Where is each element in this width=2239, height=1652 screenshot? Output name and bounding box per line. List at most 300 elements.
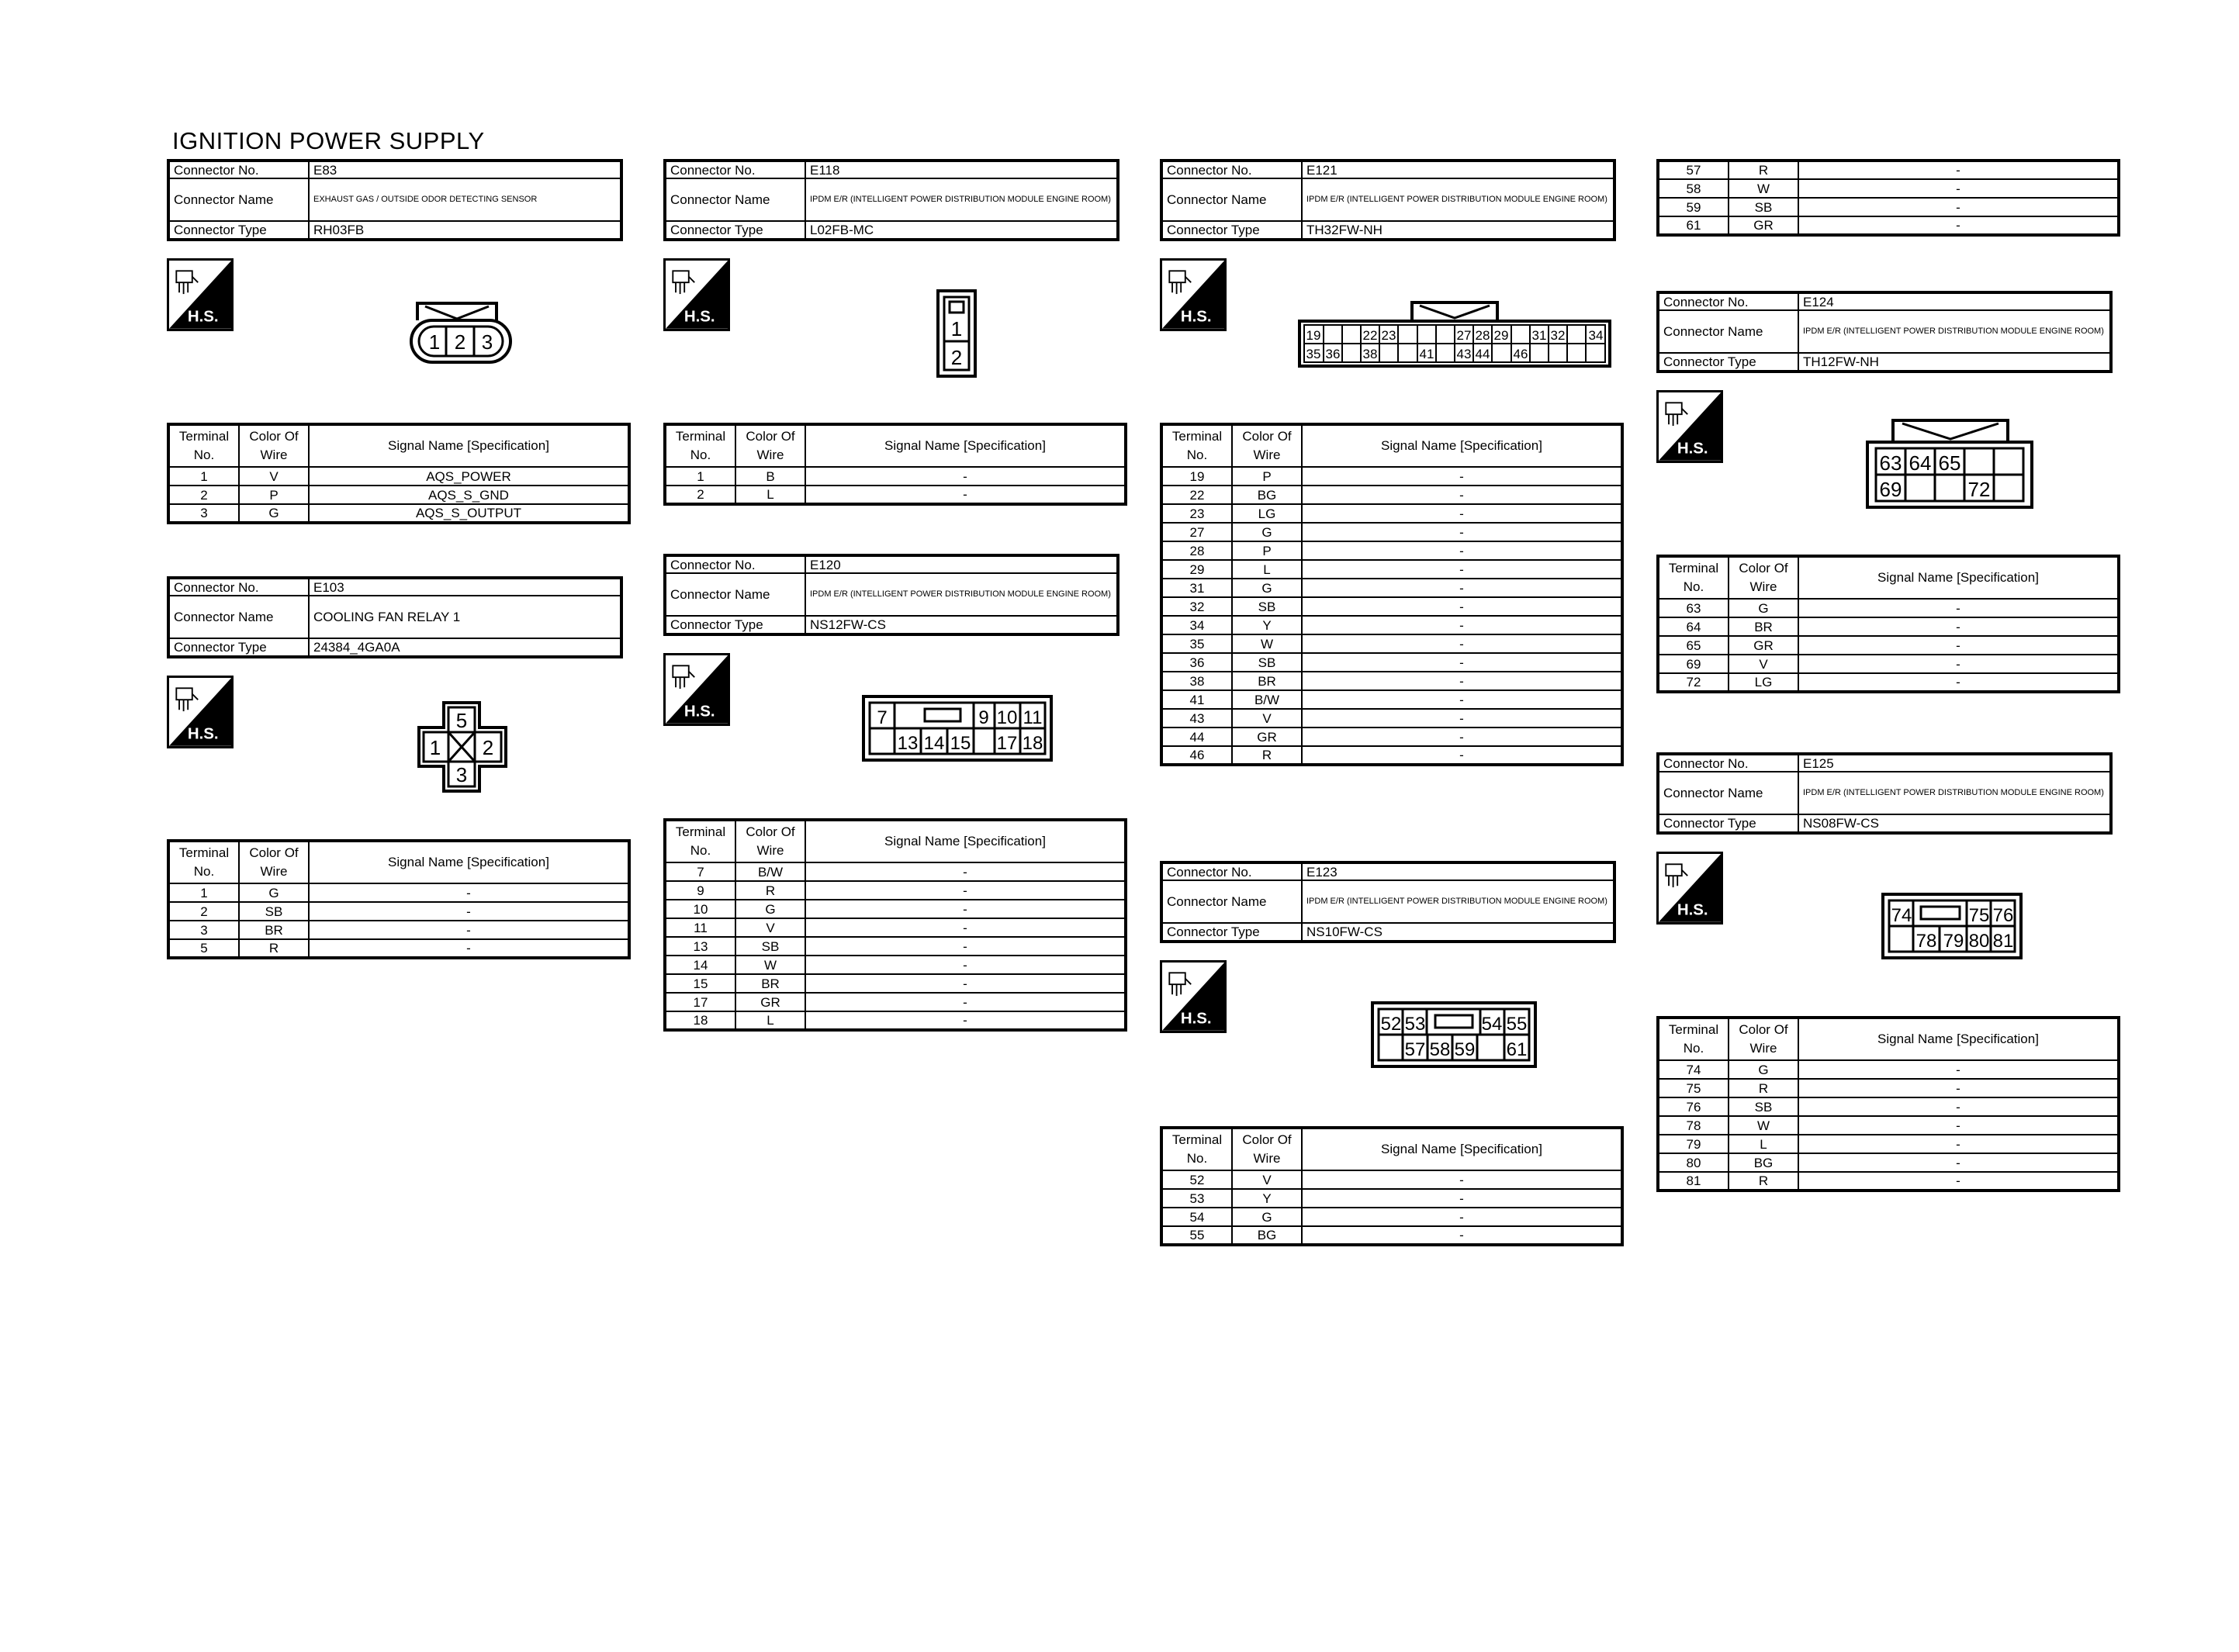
connector-name-row — [665, 178, 1118, 221]
terminal-no-header: Terminal No. — [168, 424, 239, 467]
wire-color: SB — [1729, 198, 1798, 216]
terminal-no: 28 — [1161, 541, 1232, 560]
terminal-no: 5 — [168, 939, 239, 958]
table-row — [1161, 1170, 1622, 1189]
wire-color: B/W — [735, 862, 805, 881]
wire-color: BR — [1232, 672, 1302, 690]
pin-label: 53 — [1404, 1014, 1426, 1035]
table-row — [1658, 1172, 2119, 1191]
pin-label: 9 — [978, 707, 989, 728]
pin-label: 57 — [1404, 1039, 1426, 1060]
pin-label: 2 — [454, 330, 466, 354]
field-value: L02FB-MC — [805, 221, 1118, 240]
terminal-table-e124 — [1656, 555, 2120, 693]
connector-glyph — [176, 271, 198, 294]
terminal-no-header: Terminal No. — [1161, 1128, 1232, 1170]
hs-label: H.S. — [187, 307, 219, 326]
field-value: COOLING FAN RELAY 1 — [309, 596, 621, 638]
color-of-wire-header: Color Of Wire — [239, 424, 309, 467]
table-row — [1658, 655, 2119, 673]
pin-label: 5 — [455, 709, 468, 732]
hs-label: H.S. — [1677, 900, 1708, 919]
terminal-no: 35 — [1161, 634, 1232, 653]
signal-name: - — [1302, 746, 1622, 765]
pin-label: 29 — [1493, 328, 1509, 343]
connector-info-e125 — [1656, 752, 2113, 835]
connector-info-e123 — [1160, 861, 1616, 943]
signal-name: - — [805, 937, 1126, 956]
pin-label: 15 — [950, 733, 971, 754]
terminal-no-header: Terminal No. — [1161, 424, 1232, 467]
wire-color: BR — [735, 974, 805, 993]
field-value: IPDM E/R (INTELLIGENT POWER DISTRIBUTION MODULE ENGINE ROOM) — [805, 573, 1118, 616]
connector-glyph — [1169, 271, 1191, 294]
pin-label: 1 — [950, 317, 963, 340]
field-value: NS08FW-CS — [1798, 814, 2111, 833]
terminal-no: 78 — [1658, 1116, 1729, 1135]
pin-label: 1 — [428, 330, 441, 354]
field-value: IPDM E/R (INTELLIGENT POWER DISTRIBUTION MODULE ENGINE ROOM) — [1798, 310, 2111, 353]
table-header-row — [665, 820, 1126, 862]
pin-label: 55 — [1506, 1014, 1528, 1035]
pin-label: 61 — [1506, 1039, 1528, 1060]
field-value: IPDM E/R (INTELLIGENT POWER DISTRIBUTION MODULE ENGINE ROOM) — [805, 178, 1118, 221]
terminal-no: 1 — [168, 883, 239, 902]
terminal-no: 64 — [1658, 617, 1729, 636]
signal-name: - — [309, 883, 629, 902]
table-row — [1658, 198, 2119, 216]
hs-label: H.S. — [1180, 1009, 1212, 1028]
signal-name: - — [1798, 1116, 2119, 1135]
pin-label: 17 — [996, 733, 1018, 754]
table-row — [1658, 1116, 2119, 1135]
connector-name-row — [168, 178, 621, 221]
signal-name-header: Signal Name [Specification] — [309, 424, 629, 467]
pin-label: 23 — [1381, 328, 1396, 343]
connector-no-row — [1658, 754, 2111, 772]
terminal-no: 2 — [168, 902, 239, 921]
table-row — [1658, 599, 2119, 617]
wire-color: GR — [1729, 216, 1798, 235]
terminal-no: 18 — [665, 1011, 735, 1030]
terminal-no: 31 — [1161, 579, 1232, 597]
table-row — [665, 974, 1126, 993]
connector-info-e121 — [1160, 159, 1616, 241]
wire-color: R — [1232, 746, 1302, 765]
wire-color: SB — [1232, 597, 1302, 616]
wire-color: BG — [1232, 486, 1302, 504]
signal-name: - — [1798, 1079, 2119, 1097]
signal-name-header: Signal Name [Specification] — [805, 820, 1126, 862]
pin-label: 2 — [482, 736, 494, 759]
page-title: IGNITION POWER SUPPLY — [172, 127, 485, 154]
signal-name-header: Signal Name [Specification] — [309, 841, 629, 883]
table-header-row — [1161, 424, 1622, 467]
table-row — [1161, 1189, 1622, 1208]
table-row — [168, 504, 629, 523]
harness-side-icon — [663, 653, 730, 726]
pin-label: 72 — [1967, 478, 1991, 501]
hs-label: H.S. — [683, 702, 715, 721]
field-label: Connector Type — [1161, 923, 1302, 942]
wire-color: R — [239, 939, 309, 958]
terminal-table-e121 — [1160, 423, 1624, 766]
signal-name: - — [1798, 216, 2119, 235]
table-header-row — [1658, 1018, 2119, 1060]
signal-name: - — [805, 918, 1126, 937]
table-row — [1161, 1208, 1622, 1226]
connector-name-row — [1161, 880, 1614, 923]
terminal-no-header: Terminal No. — [665, 424, 735, 467]
connector-no-row — [168, 161, 621, 178]
table-row — [665, 900, 1126, 918]
terminal-no: 81 — [1658, 1172, 1729, 1191]
pin-label: 27 — [1456, 328, 1472, 343]
terminal-no: 1 — [665, 467, 735, 486]
pin-label: 34 — [1588, 328, 1604, 343]
signal-name: - — [1302, 523, 1622, 541]
wire-color: L — [1232, 560, 1302, 579]
table-row — [665, 993, 1126, 1011]
color-of-wire-header: Color Of Wire — [1729, 556, 1798, 599]
terminal-no: 19 — [1161, 467, 1232, 486]
connector-glyph — [1169, 973, 1191, 996]
wire-color: W — [1729, 1116, 1798, 1135]
signal-name: - — [309, 921, 629, 939]
harness-side-icon — [1160, 258, 1227, 331]
pin-label: 43 — [1456, 347, 1472, 361]
connector-info-e83 — [167, 159, 623, 241]
terminal-no: 32 — [1161, 597, 1232, 616]
signal-name: - — [1302, 1170, 1622, 1189]
connector-face-e103 — [416, 700, 509, 800]
signal-name: - — [1798, 1172, 2119, 1191]
signal-name: - — [1302, 616, 1622, 634]
field-value: RH03FB — [309, 221, 621, 240]
signal-name-header: Signal Name [Specification] — [805, 424, 1126, 467]
terminal-table-e103 — [167, 839, 631, 959]
pin-label: 22 — [1362, 328, 1378, 343]
table-row — [1161, 1226, 1622, 1245]
wire-color: SB — [1729, 1097, 1798, 1116]
pin-label: 44 — [1475, 347, 1490, 361]
wire-color: G — [1729, 1060, 1798, 1079]
field-label: Connector Type — [1658, 814, 1798, 833]
wire-color: R — [1729, 1079, 1798, 1097]
table-row — [1161, 746, 1622, 765]
harness-side-icon — [1656, 390, 1723, 463]
connector-name-row — [1658, 772, 2111, 814]
table-row — [1161, 541, 1622, 560]
wire-color: L — [735, 1011, 805, 1030]
connector-face-e83 — [410, 297, 518, 371]
table-row — [665, 881, 1126, 900]
pin-label: 80 — [1968, 931, 1990, 952]
connector-glyph — [673, 271, 694, 294]
pin-label: 78 — [1915, 931, 1937, 952]
wire-color: Y — [1232, 616, 1302, 634]
connector-glyph — [176, 688, 198, 711]
field-value: E125 — [1798, 754, 2111, 772]
pin-label: 10 — [996, 707, 1018, 728]
field-label: Connector Type — [168, 638, 309, 657]
signal-name: - — [805, 881, 1126, 900]
pin-label: 36 — [1325, 347, 1341, 361]
pin-label: 35 — [1306, 347, 1321, 361]
color-of-wire-header: Color Of Wire — [1232, 1128, 1302, 1170]
signal-name: - — [805, 900, 1126, 918]
table-row — [1161, 634, 1622, 653]
wire-color: BG — [1729, 1153, 1798, 1172]
pin-label: 13 — [897, 733, 919, 754]
field-label: Connector Name — [1161, 178, 1302, 221]
connector-type-row — [665, 616, 1118, 634]
pin-label: 3 — [481, 330, 493, 354]
color-of-wire-header: Color Of Wire — [1232, 424, 1302, 467]
field-label: Connector Name — [1161, 880, 1302, 923]
field-value: NS12FW-CS — [805, 616, 1118, 634]
wire-color: P — [239, 486, 309, 504]
connector-name-row — [168, 596, 621, 638]
signal-name: - — [1302, 728, 1622, 746]
table-row — [168, 486, 629, 504]
wire-color: V — [1232, 709, 1302, 728]
pin-label: 46 — [1513, 347, 1528, 361]
signal-name-header: Signal Name [Specification] — [1302, 1128, 1622, 1170]
terminal-no: 53 — [1161, 1189, 1232, 1208]
signal-name: - — [309, 939, 629, 958]
wire-color: L — [1729, 1135, 1798, 1153]
field-value: TH12FW-NH — [1798, 353, 2111, 372]
table-row — [665, 486, 1126, 504]
field-label: Connector No. — [665, 555, 805, 573]
connector-face-e120 — [861, 694, 1055, 766]
pin-label: 65 — [1938, 451, 1961, 475]
table-row — [1161, 467, 1622, 486]
connector-face-e123 — [1370, 1001, 1539, 1074]
field-value: E120 — [805, 555, 1118, 573]
signal-name-header: Signal Name [Specification] — [1798, 556, 2119, 599]
field-label: Connector Type — [665, 616, 805, 634]
wire-color: G — [239, 504, 309, 523]
hs-label: H.S. — [1677, 439, 1708, 458]
terminal-no: 41 — [1161, 690, 1232, 709]
wire-color: BG — [1232, 1226, 1302, 1245]
signal-name: - — [1302, 541, 1622, 560]
terminal-no: 34 — [1161, 616, 1232, 634]
connector-face-e124 — [1865, 416, 2036, 516]
table-row — [168, 939, 629, 958]
table-row — [1161, 523, 1622, 541]
table-row — [1658, 673, 2119, 692]
signal-name: - — [1798, 1135, 2119, 1153]
pin-label: 54 — [1481, 1014, 1503, 1035]
wire-color: P — [1232, 541, 1302, 560]
connector-type-row — [1161, 221, 1614, 240]
pin-label: 52 — [1380, 1014, 1402, 1035]
table-header-row — [168, 841, 629, 883]
field-label: Connector Name — [665, 573, 805, 616]
signal-name: - — [1798, 161, 2119, 179]
table-header-row — [1161, 1128, 1622, 1170]
wire-color: SB — [735, 937, 805, 956]
terminal-no: 52 — [1161, 1170, 1232, 1189]
pin-label: 75 — [1968, 905, 1990, 926]
table-row — [1658, 1060, 2119, 1079]
field-value: E83 — [309, 161, 621, 178]
pin-label: 58 — [1429, 1039, 1451, 1060]
table-row — [168, 883, 629, 902]
pin-label: 41 — [1419, 347, 1434, 361]
pin-label: 11 — [1023, 707, 1043, 728]
terminal-no: 36 — [1161, 653, 1232, 672]
signal-name: - — [1302, 504, 1622, 523]
hs-label: H.S. — [683, 307, 715, 326]
pin-label: 31 — [1531, 328, 1547, 343]
field-value: IPDM E/R (INTELLIGENT POWER DISTRIBUTION MODULE ENGINE ROOM) — [1798, 772, 2111, 814]
terminal-no: 23 — [1161, 504, 1232, 523]
pin-label: 74 — [1891, 905, 1912, 926]
terminal-no: 74 — [1658, 1060, 1729, 1079]
pin-label: 14 — [923, 733, 945, 754]
signal-name: - — [1302, 1189, 1622, 1208]
table-row — [168, 921, 629, 939]
terminal-table-e123-continued — [1656, 159, 2120, 237]
signal-name: - — [1302, 467, 1622, 486]
field-value: E118 — [805, 161, 1118, 178]
terminal-no: 69 — [1658, 655, 1729, 673]
wire-color: GR — [1729, 636, 1798, 655]
signal-name: - — [1798, 198, 2119, 216]
terminal-no: 55 — [1161, 1226, 1232, 1245]
terminal-no: 38 — [1161, 672, 1232, 690]
pin-label: 63 — [1879, 451, 1902, 475]
terminal-no: 11 — [665, 918, 735, 937]
signal-name: - — [1302, 709, 1622, 728]
wire-color: B — [735, 467, 805, 486]
table-row — [1161, 690, 1622, 709]
harness-side-icon — [663, 258, 730, 331]
terminal-no: 43 — [1161, 709, 1232, 728]
pin-label: 32 — [1550, 328, 1566, 343]
terminal-no: 79 — [1658, 1135, 1729, 1153]
signal-name: - — [805, 974, 1126, 993]
table-row — [1658, 1135, 2119, 1153]
signal-name: - — [309, 902, 629, 921]
table-row — [1658, 617, 2119, 636]
terminal-no: 13 — [665, 937, 735, 956]
wire-color: BR — [1729, 617, 1798, 636]
terminal-no: 46 — [1161, 746, 1232, 765]
signal-name: - — [1798, 1097, 2119, 1116]
wire-color: B/W — [1232, 690, 1302, 709]
field-value: TH32FW-NH — [1302, 221, 1614, 240]
connector-info-e103 — [167, 576, 623, 658]
table-header-row — [1658, 556, 2119, 599]
connector-type-row — [1161, 923, 1614, 942]
connector-name-row — [1658, 310, 2111, 353]
terminal-no: 3 — [168, 504, 239, 523]
field-label: Connector Name — [168, 178, 309, 221]
wire-color: GR — [735, 993, 805, 1011]
connector-no-row — [665, 555, 1118, 573]
field-label: Connector No. — [1161, 161, 1302, 178]
table-row — [1161, 579, 1622, 597]
pin-label: 64 — [1909, 451, 1932, 475]
wire-color: W — [735, 956, 805, 974]
signal-name: - — [1798, 673, 2119, 692]
field-value: IPDM E/R (INTELLIGENT POWER DISTRIBUTION MODULE ENGINE ROOM) — [1302, 178, 1614, 221]
harness-side-icon — [167, 676, 234, 748]
terminal-table-e123 — [1160, 1126, 1624, 1246]
terminal-no: 29 — [1161, 560, 1232, 579]
wire-color: V — [735, 918, 805, 937]
wire-color: L — [735, 486, 805, 504]
wire-color: G — [239, 883, 309, 902]
terminal-table-e125 — [1656, 1016, 2120, 1192]
wire-color: V — [1729, 655, 1798, 673]
table-row — [1161, 728, 1622, 746]
terminal-no: 72 — [1658, 673, 1729, 692]
signal-name: - — [1302, 597, 1622, 616]
field-value: 24384_4GA0A — [309, 638, 621, 657]
connector-no-row — [665, 161, 1118, 178]
terminal-no: 10 — [665, 900, 735, 918]
connector-info-e124 — [1656, 291, 2113, 373]
color-of-wire-header: Color Of Wire — [1729, 1018, 1798, 1060]
hs-label: H.S. — [1180, 307, 1212, 326]
wire-color: G — [1232, 523, 1302, 541]
wire-color: G — [1232, 579, 1302, 597]
connector-face-e118 — [936, 289, 979, 384]
table-row — [665, 918, 1126, 937]
terminal-no: 58 — [1658, 179, 1729, 198]
table-row — [168, 902, 629, 921]
color-of-wire-header: Color Of Wire — [735, 820, 805, 862]
table-row — [665, 1011, 1126, 1030]
terminal-no: 2 — [665, 486, 735, 504]
table-row — [1658, 636, 2119, 655]
table-row — [1658, 1153, 2119, 1172]
terminal-no: 27 — [1161, 523, 1232, 541]
connector-type-row — [1658, 353, 2111, 372]
wire-color: W — [1729, 179, 1798, 198]
pin-label: 69 — [1879, 478, 1902, 501]
table-row — [1658, 1097, 2119, 1116]
table-row — [665, 937, 1126, 956]
pin-label: 81 — [1992, 931, 2014, 952]
table-row — [168, 467, 629, 486]
table-row — [1161, 653, 1622, 672]
terminal-no-header: Terminal No. — [168, 841, 239, 883]
field-label: Connector No. — [1161, 862, 1302, 880]
signal-name: - — [1302, 1226, 1622, 1245]
connector-glyph — [1666, 403, 1687, 426]
wire-color: R — [735, 881, 805, 900]
wire-color: SB — [1232, 653, 1302, 672]
table-header-row — [665, 424, 1126, 467]
wire-color: R — [1729, 1172, 1798, 1191]
terminal-no-header: Terminal No. — [1658, 1018, 1729, 1060]
field-value: E121 — [1302, 161, 1614, 178]
terminal-no: 57 — [1658, 161, 1729, 179]
field-label: Connector No. — [168, 578, 309, 596]
terminal-no: 22 — [1161, 486, 1232, 504]
table-row — [665, 956, 1126, 974]
field-label: Connector Type — [168, 221, 309, 240]
signal-name: - — [805, 956, 1126, 974]
terminal-no: 65 — [1658, 636, 1729, 655]
